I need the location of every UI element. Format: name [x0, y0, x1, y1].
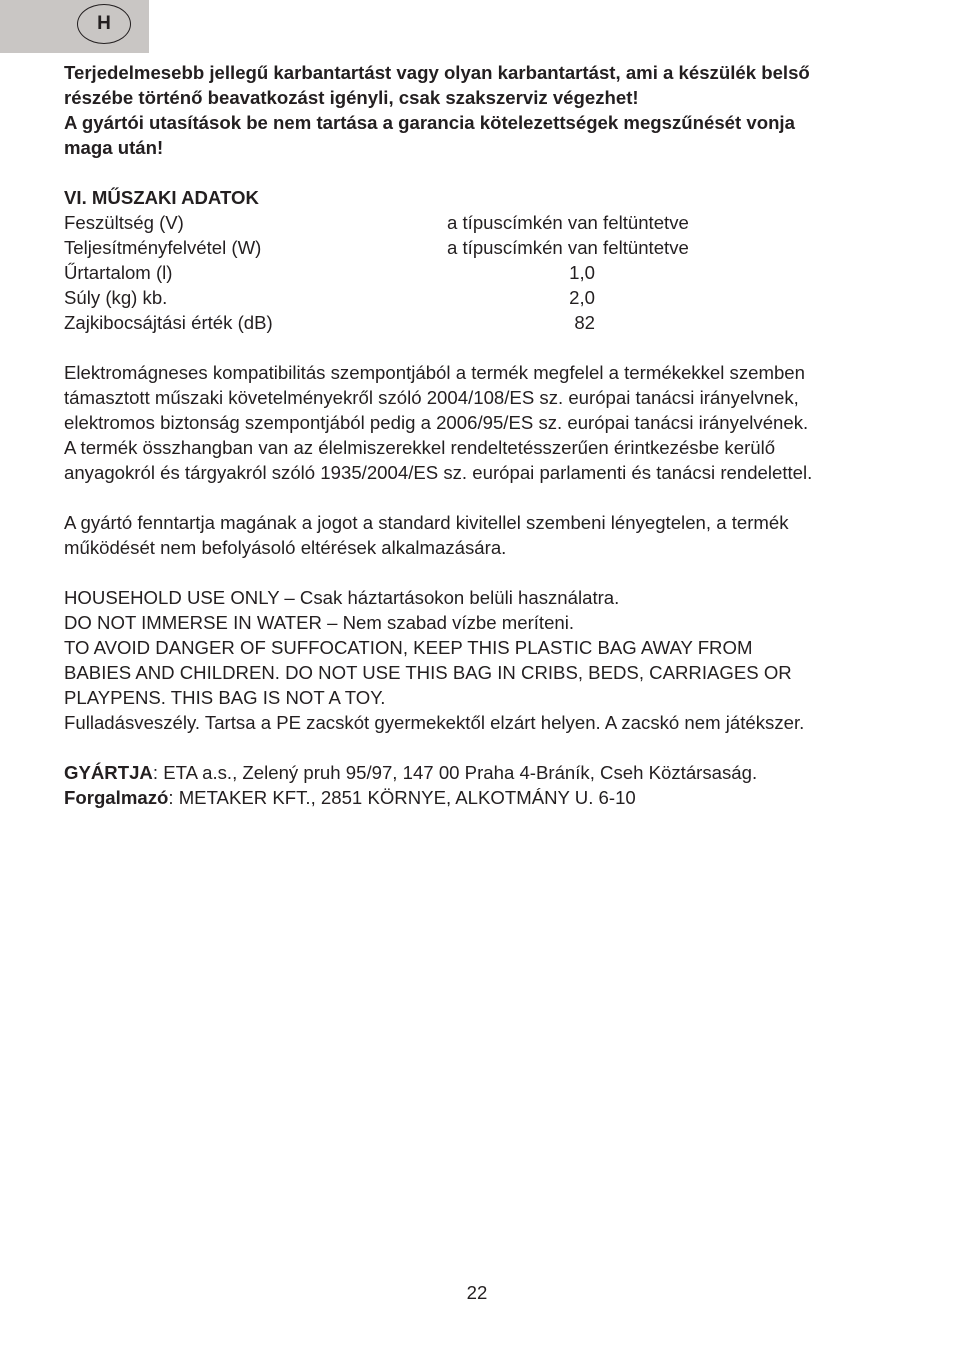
page-content — [64, 60, 904, 835]
technical-data-section — [64, 185, 904, 335]
paragraph-line: Elektromágneses kompatibilitás szempontjából a termék megfelel a termékekkel szemben — [64, 362, 805, 383]
manufacturer-label: GYÁRTJA — [64, 762, 153, 783]
spec-value: a típuscímkén van feltüntetve — [447, 212, 689, 233]
usage-line: BABIES AND CHILDREN. DO NOT USE THIS BAG IN CRIBS, BEDS, CARRIAGES OR — [64, 662, 792, 683]
distributor-line — [64, 785, 904, 810]
spec-row-voltage — [64, 210, 904, 235]
manufacturer-info — [64, 760, 904, 810]
distributor-text: : METAKER KFT., 2851 KÖRNYE, ALKOTMÁNY U. 6-10 — [168, 787, 636, 808]
usage-line: TO AVOID DANGER OF SUFFOCATION, KEEP THIS PLASTIC BAG AWAY FROM — [64, 637, 753, 658]
compatibility-paragraph — [64, 360, 904, 485]
warning-line: maga után! — [64, 137, 164, 158]
spec-label: Teljesítményfelvétel (W) — [64, 237, 262, 258]
manufacturer-text: : ETA a.s., Zelený pruh 95/97, 147 00 Praha 4-Bráník, Cseh Köztársaság. — [152, 762, 758, 783]
usage-line: Fulladásveszély. Tartsa a PE zacskót gyermekektől elzárt helyen. A zacskó nem játékszer. — [64, 712, 805, 733]
paragraph-line: anyagokról és tárgyakról szóló 1935/2004/ES sz. európai parlamenti és tanácsi rendelettel. — [64, 462, 813, 483]
usage-warnings — [64, 585, 904, 735]
warning-line: Terjedelmesebb jellegű karbantartást vagy olyan karbantartást, ami a készülék belső — [64, 62, 810, 83]
usage-line: HOUSEHOLD USE ONLY – Csak háztartásokon belüli használatra. — [64, 587, 620, 608]
spec-row-power — [64, 235, 904, 260]
language-tab — [0, 0, 149, 53]
paragraph-line: elektromos biztonság szempontjából pedig a 2006/95/ES sz. európai tanácsi irányelvének. — [64, 412, 809, 433]
usage-line: DO NOT IMMERSE IN WATER – Nem szabad vízbe meríteni. — [64, 612, 575, 633]
spec-label: Zajkibocsájtási érték (dB) — [64, 312, 273, 333]
spec-label: Súly (kg) kb. — [64, 287, 168, 308]
reservation-paragraph — [64, 510, 904, 560]
language-badge-label: H — [97, 13, 111, 34]
spec-row-capacity — [64, 260, 904, 285]
section-heading: VI. MŰSZAKI ADATOK — [64, 187, 259, 208]
warning-line: részébe történő beavatkozást igényli, csak szakszerviz végezhet! — [64, 87, 639, 108]
paragraph-line: A termék összhangban van az élelmiszerekkel rendeltetésszerűen érintkezésbe kerülő — [64, 437, 776, 458]
spec-label: Feszültség (V) — [64, 212, 184, 233]
page-number: 22 — [466, 1282, 488, 1303]
warning-line: A gyártói utasítások be nem tartása a garancia kötelezettségek megszűnését vonja — [64, 112, 795, 133]
spec-value: a típuscímkén van feltüntetve — [447, 237, 689, 258]
usage-line: PLAYPENS. THIS BAG IS NOT A TOY. — [64, 687, 386, 708]
spec-value: 82 — [574, 312, 595, 333]
paragraph-line: működését nem befolyásoló eltérések alkalmazására. — [64, 537, 507, 558]
spec-row-weight — [64, 285, 904, 310]
distributor-label: Forgalmazó — [64, 787, 169, 808]
spec-value: 1,0 — [569, 262, 595, 283]
spec-value: 2,0 — [569, 287, 595, 308]
paragraph-line: támasztott műszaki követelményekről szóló 2004/108/ES sz. európai tanácsi irányelvnek, — [64, 387, 799, 408]
manufacturer-line — [64, 760, 904, 785]
maintenance-warning — [64, 60, 904, 160]
language-badge — [77, 4, 131, 44]
spec-row-noise — [64, 310, 904, 335]
paragraph-line: A gyártó fenntartja magának a jogot a standard kivitellel szembeni lényegtelen, a termék — [64, 512, 789, 533]
spec-label: Űrtartalom (l) — [64, 262, 173, 283]
